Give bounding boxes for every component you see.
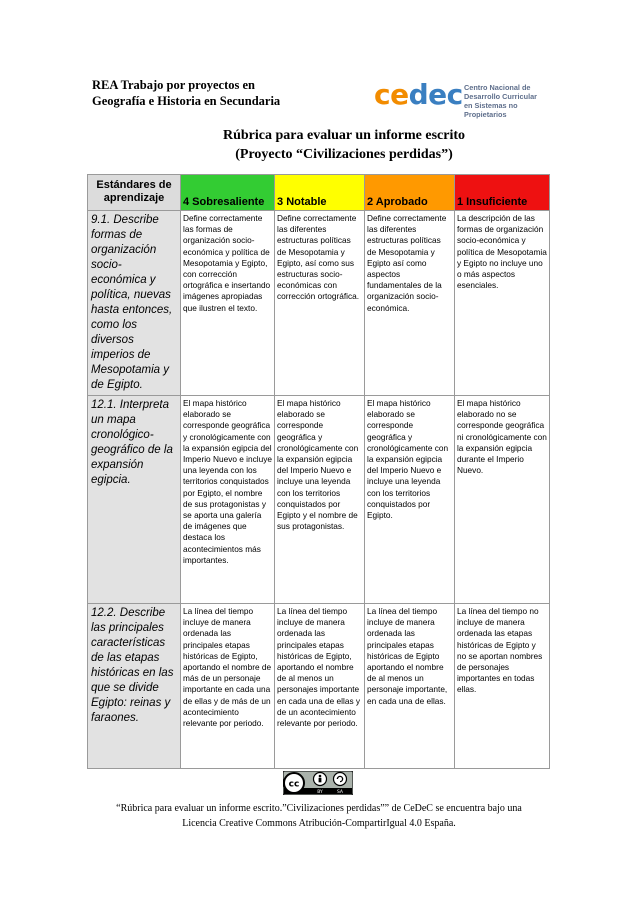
svg-text:cc: cc (288, 779, 300, 790)
creative-commons-badge-icon (283, 771, 353, 795)
level-header-2: 2 Aprobado (364, 175, 454, 211)
level-cell: Define correctamente las diferentes estructuras políticas de Mesopotamia y Egipto así como aspectos fundamentales de la organización socio-económica. (364, 211, 454, 396)
standards-header: Estándares de aprendizaje (88, 175, 181, 211)
rubric-title: Rúbrica para evaluar un informe escrito (223, 128, 465, 143)
rubric-subtitle: (Proyecto “Civilizaciones perdidas”) (235, 147, 453, 162)
level-cell: El mapa histórico elaborado se corresponde geográfica y cronológicamente con la expansión egipcia del Imperio Nuevo e incluye una leyenda con los territorios conquistados por Egipto. (364, 396, 454, 604)
level-cell: La descripción de las formas de organización socio-económica y política de Mesopotamia y Egipto no incluye uno o más aspectos esenciales. (454, 211, 549, 396)
table-row (88, 604, 550, 769)
cedec-logo (374, 78, 554, 119)
standard-cell: 12.1. Interpreta un mapa cronológico-geográfico de la expansión egipcia. (88, 396, 181, 604)
cc-by-label: BY (317, 790, 323, 795)
level-cell: La línea del tiempo incluye de manera ordenada las principales etapas históricas de Egipto, aportando el nombre de más de un personaje importante en cada una de ellas y de más de un acontecimiento relevante por periodo. (181, 604, 275, 769)
level-header-4: 4 Sobresaliente (181, 175, 275, 211)
level-cell: El mapa histórico elaborado no se corresponde geográfica ni cronológicamente con la expansión egipcia durante el Imperio Nuevo. (454, 396, 549, 604)
standard-cell: 9.1. Describe formas de organización socio-económica y política, nuevas hasta entonces, como los diversos imperios de Mesopotamia y de Egipto. (88, 211, 181, 396)
document-header (92, 77, 280, 109)
table-row (88, 211, 550, 396)
logo-org-line-3: en Sistemas no Propietarios (464, 101, 518, 119)
level-cell: La línea del tiempo no incluye de manera ordenada las etapas históricas de Egipto y no se aportan nombres de personajes importantes en todas ellas. (454, 604, 549, 769)
license-line-2: Licencia Creative Commons Atribución-CompartirIgual 4.0 España. (182, 818, 456, 829)
level-cell: El mapa histórico elaborado se corresponde geográfica y cronológicamente con la expansión egipcia del Imperio Nuevo e incluye una leyenda con los territorios conquistados por Egipto, el nombre de sus protagonistas y se aporta una galería de imágenes que destaca los acontecimientos más importantes. (181, 396, 275, 604)
cedec-logo-organization (464, 83, 554, 119)
header-line-2: Geografía e Historia en Secundaria (92, 94, 281, 108)
level-cell: Define correctamente las formas de organización socio-económica y política de Mesopotamia y Egipto, con corrección ortográfica e insertando imágenes apropiadas que ilustren el texto. (181, 211, 275, 396)
standard-cell: 12.2. Describe las principales características de las etapas históricas en las que se divide Egipto: reinas y faraones. (88, 604, 181, 769)
logo-org-line-1: Centro Nacional de (464, 83, 531, 92)
cedec-logo-wordmark: cedec (374, 78, 463, 111)
table-row (88, 396, 550, 604)
license-line-1: “Rúbrica para evaluar un informe escrito.”Civilizaciones perdidas”” de CeDeC se encuentra bajo una (116, 803, 522, 814)
cc-sa-label: SA (336, 790, 344, 795)
level-header-1: 1 Insuficiente (454, 175, 549, 211)
logo-org-line-2: Desarrollo Curricular (464, 92, 537, 101)
rubric-header-row (88, 175, 550, 211)
level-cell: El mapa histórico elaborado se corresponde geográfica y cronológicamente con la expansión egipcia del Imperio Nuevo e incluye una leyenda con los territorios conquistados por Egipto y el nombre de sus protagonistas. (275, 396, 365, 604)
rubric-table (87, 174, 550, 769)
header-line-1: REA Trabajo por proyectos en (92, 78, 255, 92)
level-cell: Define correctamente las diferentes estructuras políticas de Mesopotamia y Egipto, así como sus estructuras socio-económicas con corrección ortográfica. (275, 211, 365, 396)
level-header-3: 3 Notable (275, 175, 365, 211)
level-cell: La línea del tiempo incluye de manera ordenada las principales etapas históricas de Egipto aportando el nombre de al menos un personaje importante, en cada una de ellas. (364, 604, 454, 769)
level-cell: La línea del tiempo incluye de manera ordenada las principales etapas históricas de Egipto, aportando el nombre de al menos un personajes importante en cada una de ellas y de un acontecimiento relevante por periodo. (275, 604, 365, 769)
